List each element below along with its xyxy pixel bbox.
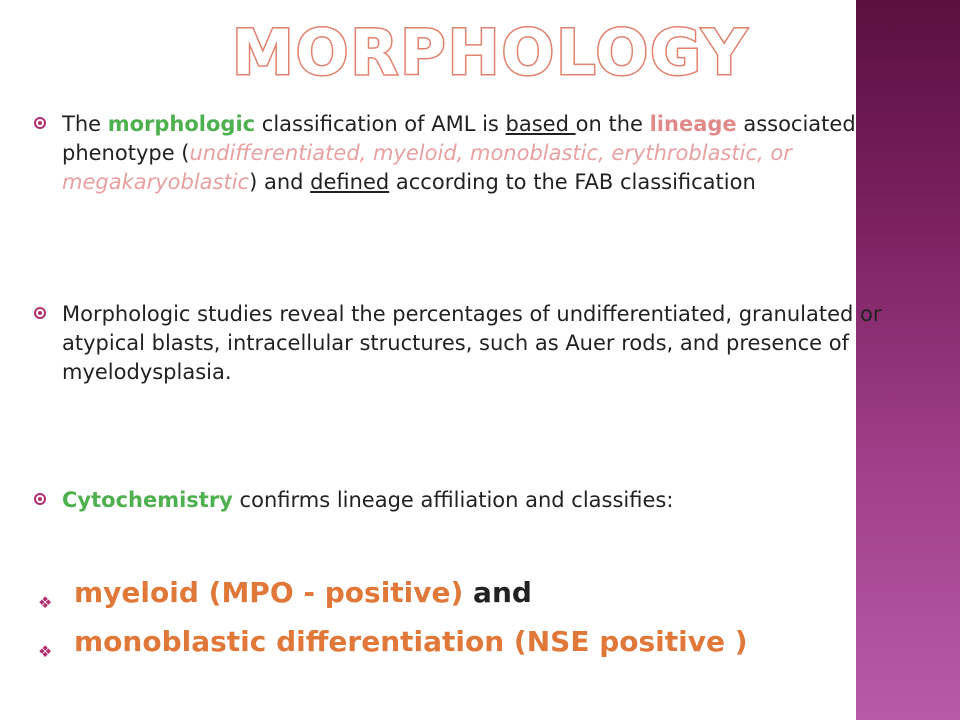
highlight-morphologic: morphologic — [107, 112, 256, 136]
bullet-circle-icon — [34, 307, 46, 319]
bullet-circle-icon — [34, 117, 46, 129]
underlined-defined: defined — [310, 170, 390, 194]
emphasis-suffix: and — [463, 576, 532, 609]
bullet-cytochemistry — [34, 486, 673, 515]
emphasis-main-text: myeloid (MPO - positive) — [74, 576, 464, 609]
underlined-based: based — [505, 112, 576, 136]
highlight-cytochemistry: Cytochemistry — [62, 488, 233, 512]
slide-title: MORPHOLOGY — [232, 16, 749, 89]
bullet-circle-icon — [34, 493, 46, 505]
diamond-bullet-icon: ❖ — [38, 593, 53, 612]
bullet-text: Cytochemistry confirms lineage affiliation and classifies: — [62, 488, 674, 512]
bullet-text: The morphologic classification of AML is based on the lineage associated phenotype (undifferentiated, myeloid, monoblastic, erythroblastic, or megakaryoblastic) and defined according to the FAB classification — [62, 112, 856, 194]
emphasis-myeloid — [34, 576, 532, 610]
bullet-morphologic-studies — [34, 300, 934, 387]
emphasis-monoblastic — [34, 625, 748, 659]
bullet-text: Morphologic studies reveal the percentages of undifferentiated, granulated or atypical blasts, intracellular structures, such as Auer rods, and presence of myelodysplasia. — [62, 302, 882, 384]
diamond-bullet-icon: ❖ — [38, 642, 53, 661]
highlight-phenotype-list: undifferentiated, myeloid, monoblastic, erythroblastic, or megakaryoblastic — [62, 141, 792, 194]
highlight-lineage: lineage — [649, 112, 737, 136]
emphasis-main-text: monoblastic differentiation (NSE positive ) — [74, 625, 748, 658]
bullet-morphologic-classification — [34, 110, 934, 197]
